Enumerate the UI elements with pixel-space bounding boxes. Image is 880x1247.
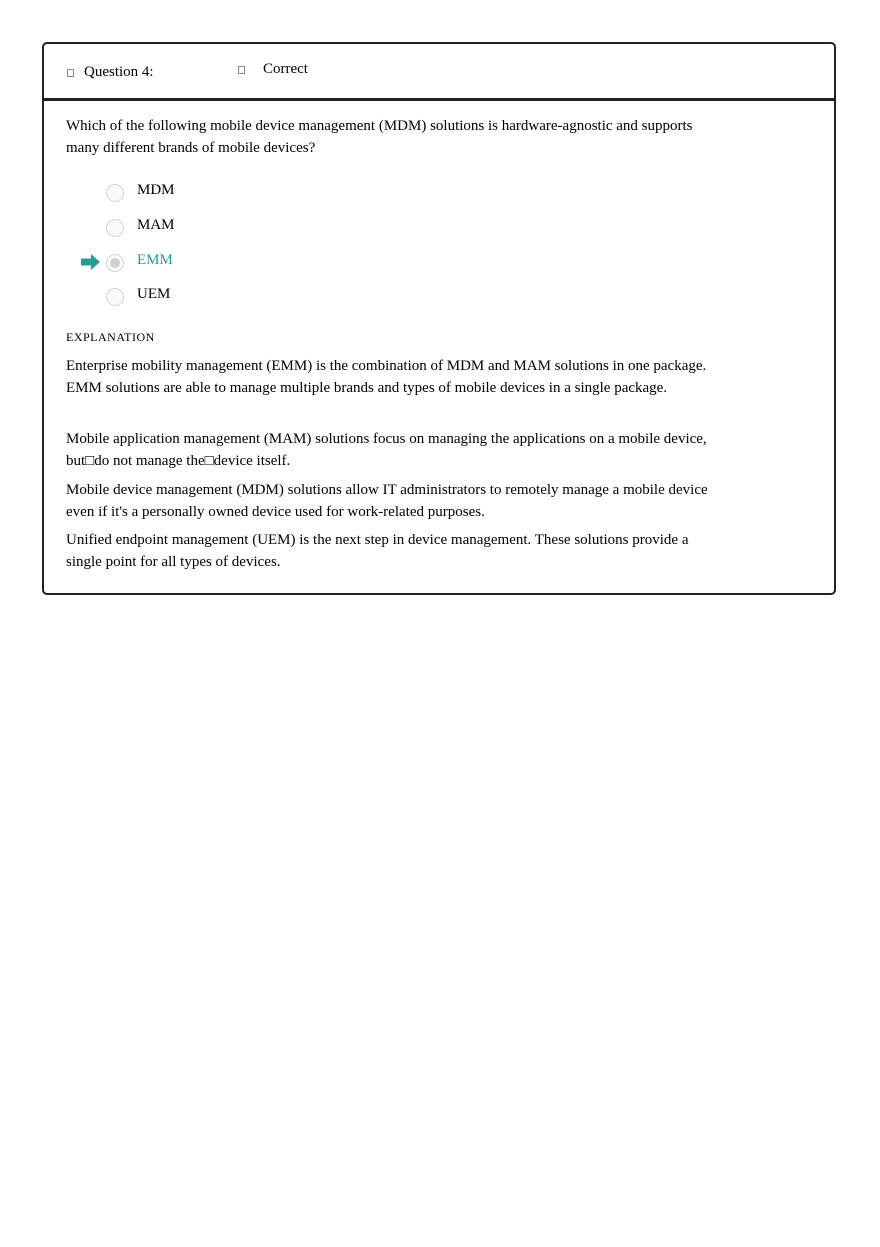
option-radio[interactable] (106, 184, 124, 202)
option-label: UEM (137, 286, 171, 302)
option-label: MDM (137, 182, 175, 198)
answer-option-2[interactable] (44, 216, 444, 240)
arrow-right-icon (81, 254, 101, 270)
question-icon (67, 69, 74, 77)
option-label: EMM (137, 252, 173, 268)
question-text: Which of the following mobile device management (MDM) solutions is hardware-agnostic and supports many different brands of mobile devices? (66, 118, 693, 156)
answer-option-4[interactable] (44, 285, 444, 309)
status-label: Correct (263, 61, 308, 77)
status-icon (238, 66, 245, 74)
explanation-paragraph: Enterprise mobility management (EMM) is the combination of MDM and MAM solutions in one package. EMM solutions are able to manage multiple brands and types of mobile devices in a single package. (66, 358, 707, 396)
option-label: MAM (137, 217, 175, 233)
option-radio[interactable] (106, 219, 124, 237)
explanation-paragraph: Unified endpoint management (UEM) is the next step in device management. These solutions provide a single point for all types of devices. (66, 532, 689, 570)
explanation-paragraph: Mobile device management (MDM) solutions allow IT administrators to remotely manage a mobile device even if it's a personally owned device used for work-related purposes. (66, 482, 708, 520)
explanation-heading: EXPLANATION (66, 330, 155, 344)
question-number: Question 4: (84, 64, 154, 80)
question-header (44, 44, 834, 101)
answer-option-3[interactable] (44, 251, 444, 275)
answer-option-1[interactable] (44, 181, 444, 205)
option-radio[interactable] (106, 288, 124, 306)
question-card (42, 42, 836, 595)
option-radio[interactable] (106, 254, 124, 272)
explanation-paragraph: Mobile application management (MAM) solutions focus on managing the applications on a mobile device, but□do not manage the□device itself. (66, 431, 707, 469)
